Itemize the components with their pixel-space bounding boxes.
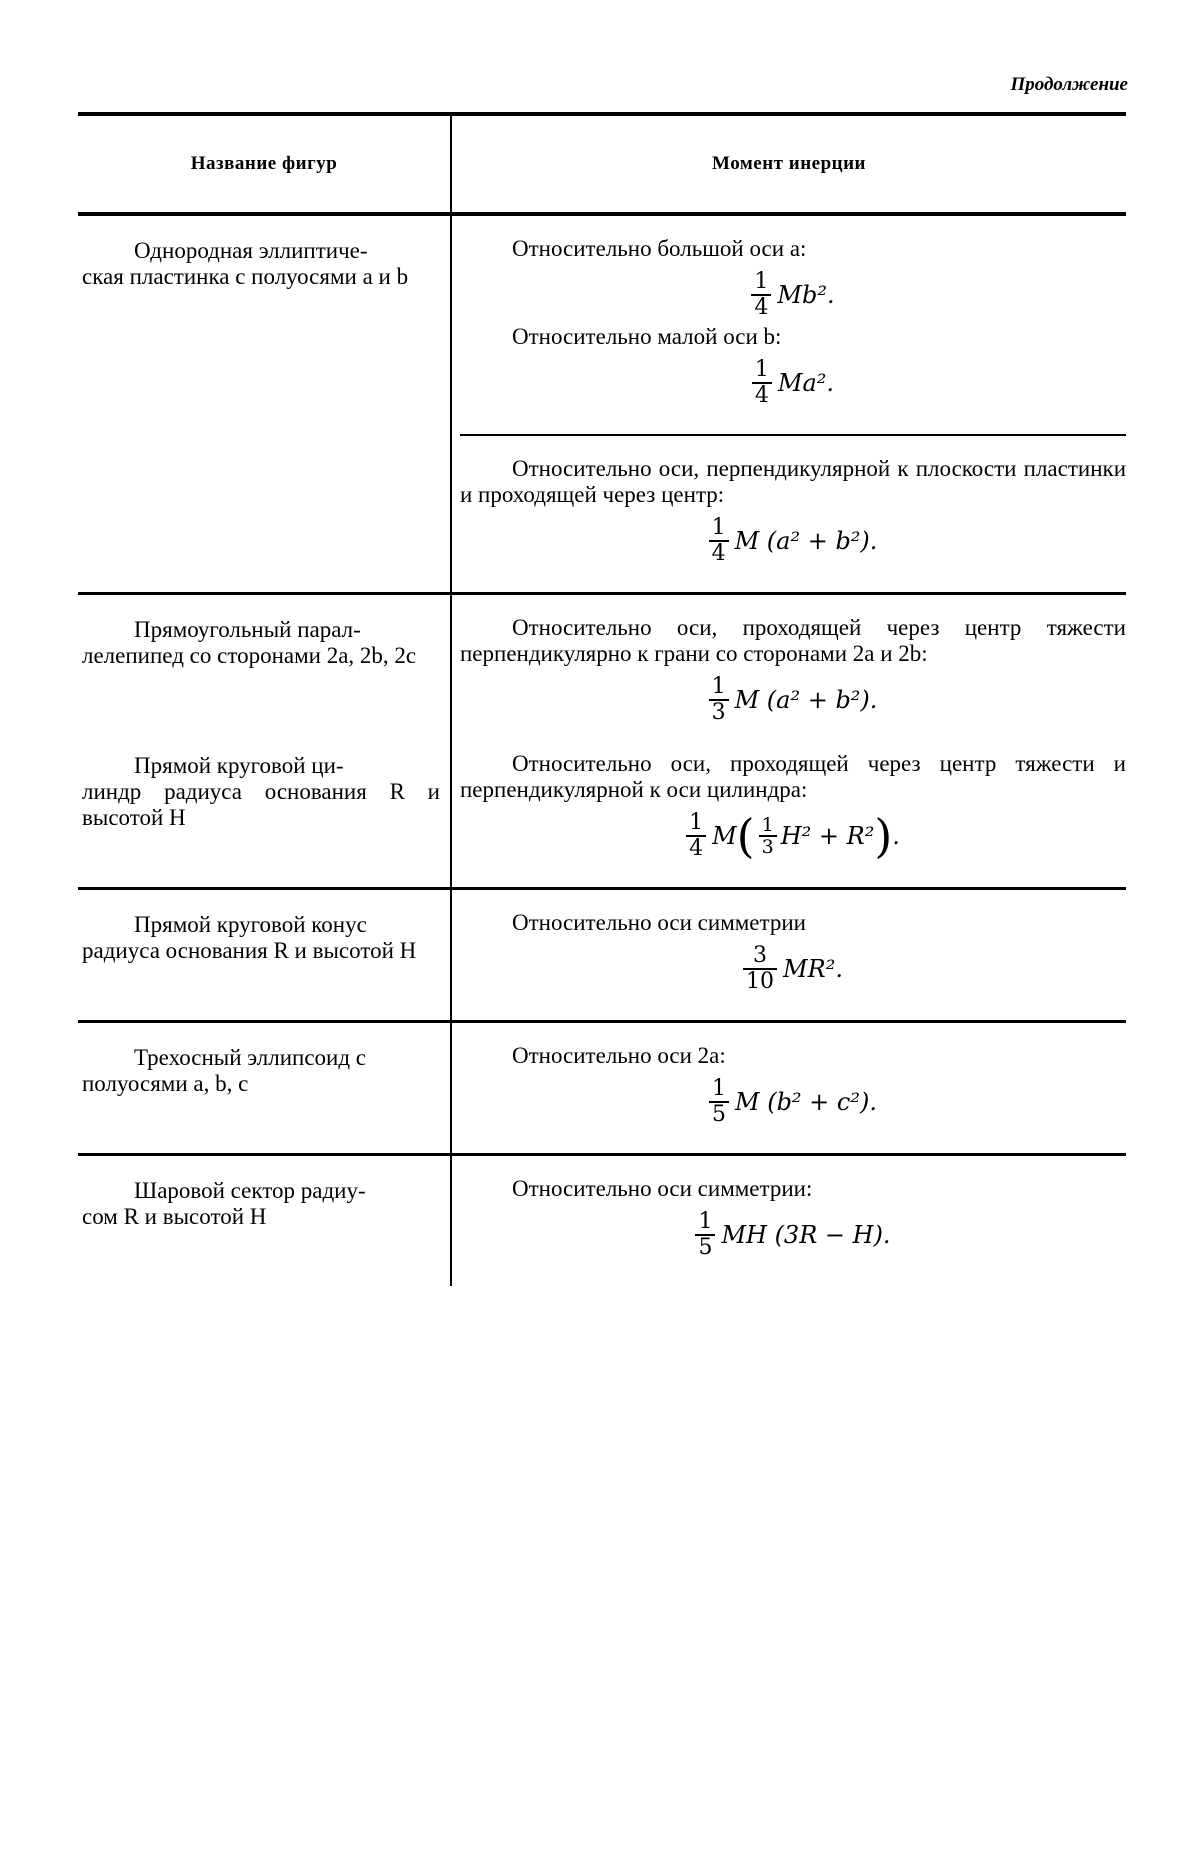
moment-cells — [450, 1023, 1126, 1153]
formula: $\frac{1}{4}$ M (a² + b²). — [460, 516, 1126, 566]
moment-cell: Относительно оси, перпендикулярной к плоскости пластинки и проходящей через центр: $\frac{1}{4}$ M (a² + b²). — [460, 434, 1126, 592]
table-header — [78, 116, 1126, 212]
moment-cell: Относительно оси 2a: $\frac{1}{5}$ M (b² + c²). — [460, 1023, 1126, 1153]
moment-cell: Относительно оси, проходящей через центр тяжести перпендикулярно к грани со сторонами 2a и 2b: $\frac{1}{3}$ M (a² + b²). — [460, 615, 1126, 725]
moments-table — [78, 112, 1126, 1286]
moment-cell: Относительно оси симметрии $\frac{3}{10}$ MR². — [460, 890, 1126, 1020]
moment-cells — [450, 890, 1126, 1020]
moment-cells — [450, 216, 1126, 592]
table-row — [78, 890, 1126, 1020]
continuation-label: Продолжение — [1010, 74, 1128, 95]
figure-name: Прямой круговой ци- линдр радиуса основания R и высотой H — [82, 753, 440, 830]
formula: $\frac{1}{3}$ M (a² + b²). — [460, 675, 1126, 725]
formula: $\frac{1}{4}$ Ma². — [460, 358, 1126, 408]
moment-cell: Относительно оси симметрии: $\frac{1}{5}$ MH (3R − H). — [460, 1156, 1126, 1286]
table-row — [78, 1156, 1126, 1286]
table-row — [78, 216, 1126, 592]
moment-cell: Относительно оси, проходящей через центр тяжести и перпендикулярной к оси цилиндра: $\frac{1}{4}$ M ( $\frac{1}{3}$ H² + R² ) . — [460, 751, 1126, 863]
table-row — [78, 751, 1126, 887]
figure-name: Прямоугольный парал- лелепипед со сторонами 2a, 2b, 2c — [82, 617, 417, 668]
table-row — [78, 595, 1126, 751]
header-moment: Момент инерции — [450, 116, 1126, 212]
figure-name: Шаровой сектор радиу- сом R и высотой H — [82, 1178, 366, 1229]
moment-cells — [450, 1156, 1126, 1286]
header-figure: Название фигур — [190, 153, 338, 174]
formula: $\frac{1}{5}$ MH (3R − H). — [460, 1210, 1126, 1260]
moment-cells — [450, 595, 1126, 751]
formula: $\frac{1}{4}$ M ( $\frac{1}{3}$ H² + R² ) . — [460, 811, 1126, 861]
moment-cell: Относительно большой оси a: $\frac{1}{4}$ Mb². Относительно малой оси b: $\frac{1}{4}$ Ma². — [460, 216, 1126, 434]
figure-name: Однородная эллиптиче- ская пластинка с полуосями a и b — [82, 238, 409, 289]
formula: $\frac{1}{5}$ M (b² + c²). — [460, 1077, 1126, 1127]
formula: $\frac{3}{10}$ MR². — [460, 944, 1126, 994]
table-row — [78, 1023, 1126, 1153]
moment-cells — [450, 751, 1126, 887]
formula: $\frac{1}{4}$ Mb². — [460, 270, 1126, 320]
figure-name: Прямой круговой конус радиуса основания R и высотой H — [82, 912, 417, 963]
figure-name: Трехосный эллипсоид с полуосями a, b, c — [82, 1045, 367, 1096]
